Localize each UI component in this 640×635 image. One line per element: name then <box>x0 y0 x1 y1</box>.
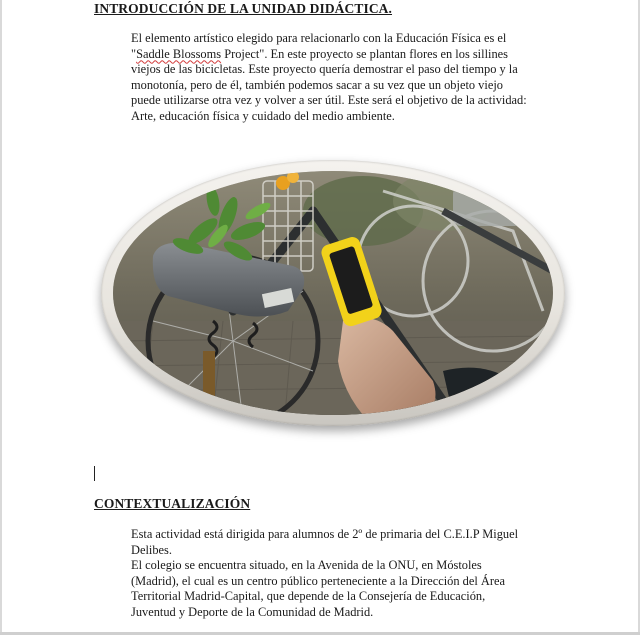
text-line: Delibes. <box>131 542 172 557</box>
page-edge-left <box>0 0 2 635</box>
saddle-blossoms-photo[interactable] <box>113 171 553 415</box>
text-cursor <box>94 466 95 481</box>
text-line: viejos de las bicicletas. Este proyecto quería demostrar el paso del tiempo y la <box>131 62 518 77</box>
spellcheck-underlined-text[interactable]: Saddle Blossoms <box>136 46 222 61</box>
text-line: (Madrid), el cual es un centro público perteneciente a la Dirección del Área <box>131 573 505 588</box>
text-line: El elemento artístico elegido para relacionarlo con la Educación Física es el <box>131 31 507 45</box>
text-line: "Saddle Blossoms Project". En este proyecto se plantan flores en los sillines <box>131 46 508 61</box>
section-heading-introduccion[interactable]: INTRODUCCIÓN DE LA UNIDAD DIDÁCTICA. <box>94 1 393 16</box>
text-line: Esta actividad está dirigida para alumnos de 2º de primaria del C.E.I.P Miguel <box>131 527 519 541</box>
intro-paragraph[interactable] <box>131 31 551 125</box>
context-paragraph[interactable] <box>131 527 551 621</box>
text-line: Arte, educación física y cuidado del medio ambiente. <box>131 108 395 123</box>
text-line: Territorial Madrid-Capital, que depende de la Consejería de Educación, <box>131 589 486 604</box>
photo-illustration <box>113 171 553 415</box>
text-line: Juventud y Deporte de la Comunidad de Madrid. <box>131 604 374 619</box>
section-heading-contextualizacion[interactable]: CONTEXTUALIZACIÓN <box>94 496 251 511</box>
text-line: monotonía, pero de él, también podemos sacar a su vez que un objeto viejo <box>131 77 503 92</box>
text-line: puede utilizarse otra vez y volver a ser útil. Este será el objetivo de la actividad: <box>131 93 527 108</box>
text-line: El colegio se encuentra situado, en la Avenida de la ONU, en Móstoles <box>131 558 482 573</box>
